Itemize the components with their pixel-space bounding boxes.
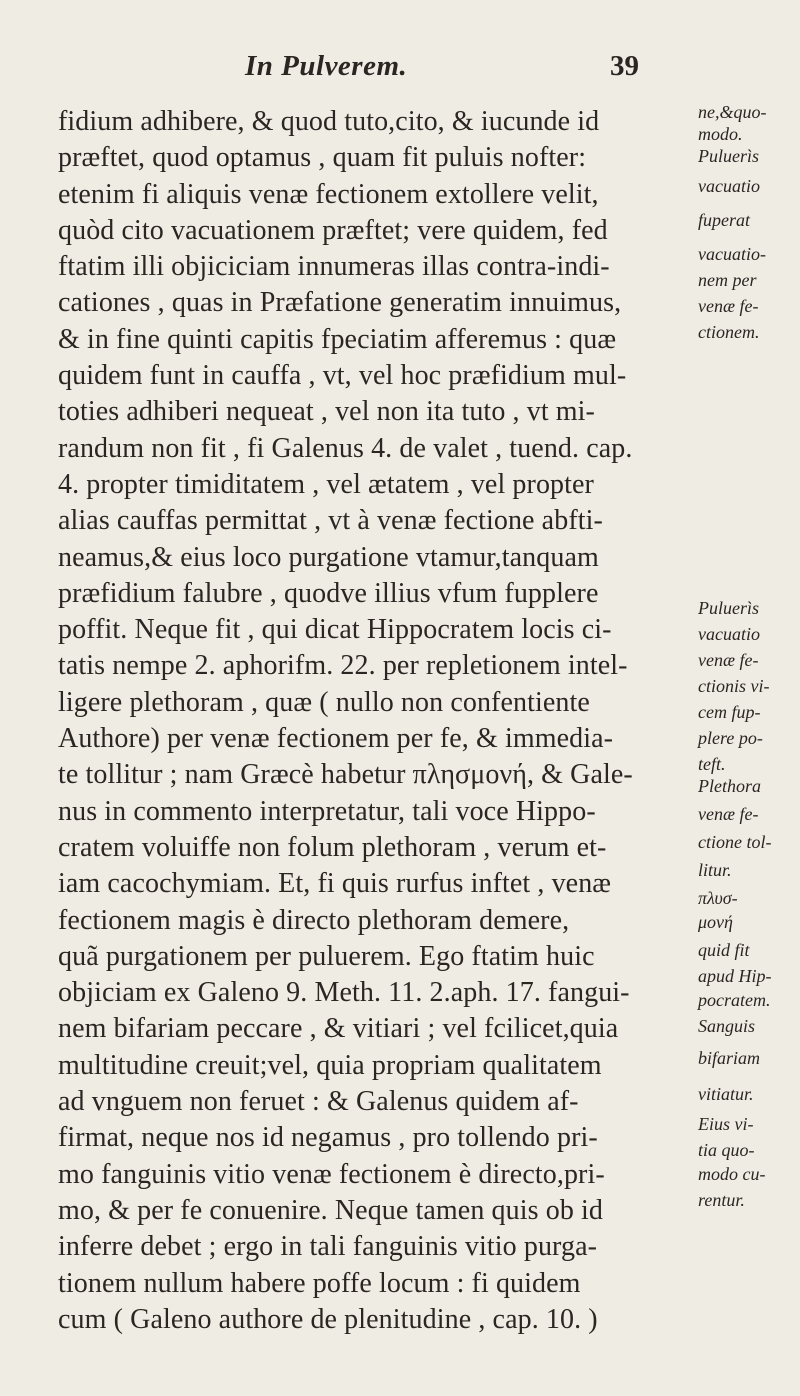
text-line: poffit. Neque fit , qui dicat Hippocratem locis ci- <box>58 614 612 646</box>
margin-note: ctionis vi- <box>698 676 770 696</box>
margin-note: Plethora <box>698 776 761 796</box>
text-line: quã purgationem per puluerem. Ego ftatim huic <box>58 940 595 972</box>
text-line: quidem funt in cauffa , vt, vel hoc præfidium mul- <box>58 360 627 392</box>
text-line: ftatim illi objiciciam innumeras illas contra-indi- <box>58 251 610 283</box>
margin-note: vacuatio <box>698 624 760 644</box>
text-line: toties adhiberi nequeat , vel non ita tuto , vt mi- <box>58 396 595 428</box>
margin-note: μονή <box>698 912 733 932</box>
margin-note: vacuatio- <box>698 244 766 264</box>
text-line: præftet, quod optamus , quam fit puluis nofter: <box>58 142 587 174</box>
margin-note: rentur. <box>698 1190 745 1210</box>
text-line: randum non fit , fi Galenus 4. de valet , tuend. cap. <box>58 432 633 464</box>
margin-note: nem per <box>698 270 757 290</box>
margin-note: apud Hip- <box>698 966 772 986</box>
margin-note: cem fup- <box>698 702 761 722</box>
margin-note: πλυσ- <box>698 888 738 908</box>
text-line: iam cacochymiam. Et, fi quis rurfus inftet , venæ <box>58 868 612 900</box>
margin-note: teft. <box>698 754 726 774</box>
text-line: fectionem magis è directo plethoram demere, <box>58 904 570 936</box>
margin-note: ctione tol- <box>698 832 772 852</box>
page-header <box>0 50 800 90</box>
margin-note: vacuatio <box>698 176 760 196</box>
text-line: te tollitur ; nam Græcè habetur πλησμονή, & Gale- <box>58 759 633 791</box>
margin-note: pocratem. <box>698 990 771 1010</box>
text-line: fidium adhibere, & quod tuto,cito, & iucunde id <box>58 106 600 137</box>
margin-note: Puluerìs <box>698 598 759 618</box>
page-number: 39 <box>610 50 639 82</box>
margin-note: venæ fe- <box>698 804 759 824</box>
margin-note: bifariam <box>698 1048 761 1068</box>
margin-note: Eius vi- <box>698 1114 754 1134</box>
margin-note: fuperat <box>698 210 750 230</box>
body-text <box>58 104 698 1338</box>
margin-note: ne,&quo- <box>698 102 767 122</box>
text-line: mo, & per fe conuenire. Neque tamen quis ob id <box>58 1194 603 1226</box>
text-line: 4. propter timiditatem , vel ætatem , vel propter <box>58 468 594 500</box>
text-line: & in fine quinti capitis fpeciatim afferemus : quæ <box>58 323 617 355</box>
margin-note: modo. <box>698 124 743 144</box>
margin-note: litur. <box>698 860 732 880</box>
text-line: objiciam ex Galeno 9. Meth. 11. 2.aph. 17. fangui- <box>58 977 630 1009</box>
text-line: tatis nempe 2. aphorifm. 22. per repletionem intel- <box>58 650 628 682</box>
text-line: Authore) per venæ fectionem per fe, & immedia- <box>58 723 614 755</box>
text-line: quòd cito vacuationem præftet; vere quidem, fed <box>58 214 608 246</box>
text-line: præfidium falubre , quodve illius vfum fupplere <box>58 577 599 609</box>
running-title: In Pulverem. <box>245 50 408 82</box>
text-line: etenim fi aliquis venæ fectionem extollere velit, <box>58 178 599 210</box>
text-line: multitudine creuit;vel, quia propriam qualitatem <box>58 1049 602 1081</box>
margin-note: Puluerìs <box>698 146 759 166</box>
text-line: inferre debet ; ergo in tali fanguinis vitio purga- <box>58 1231 598 1263</box>
margin-note: ctionem. <box>698 322 760 342</box>
text-line: cationes , quas in Præfatione generatim innuimus, <box>58 287 622 319</box>
margin-note: quid fit <box>698 940 750 960</box>
text-line: neamus,& eius loco purgatione vtamur,tanquam <box>58 541 599 573</box>
text-line: cum ( Galeno authore de plenitudine , cap. 10. ) <box>58 1303 598 1335</box>
text-line: nus in commento interpretatur, tali voce Hippo- <box>58 795 596 827</box>
margin-note: Sanguis <box>698 1016 756 1036</box>
margin-note: plere po- <box>698 728 763 748</box>
text-line: mo fanguinis vitio venæ fectionem è directo,pri- <box>58 1158 605 1190</box>
text-line: ad vnguem non feruet : & Galenus quidem af- <box>58 1086 579 1118</box>
text-line: tionem nullum habere poffe locum : fi quidem <box>58 1267 581 1299</box>
text-line: firmat, neque nos id negamus , pro tollendo pri- <box>58 1122 598 1154</box>
margin-note: modo cu- <box>698 1164 766 1184</box>
text-line: nem bifariam peccare , & vitiari ; vel fcilicet,quia <box>58 1013 619 1045</box>
text-line: ligere plethoram , quæ ( nullo non confentiente <box>58 686 590 718</box>
margin-note: venæ fe- <box>698 296 759 316</box>
text-line: cratem voluiffe non folum plethoram , verum et- <box>58 831 607 863</box>
margin-note: tia quo- <box>698 1140 755 1160</box>
text-line: alias cauffas permittat , vt à venæ fectione abfti- <box>58 505 603 537</box>
margin-note: vitiatur. <box>698 1084 754 1104</box>
margin-note: venæ fe- <box>698 650 759 670</box>
